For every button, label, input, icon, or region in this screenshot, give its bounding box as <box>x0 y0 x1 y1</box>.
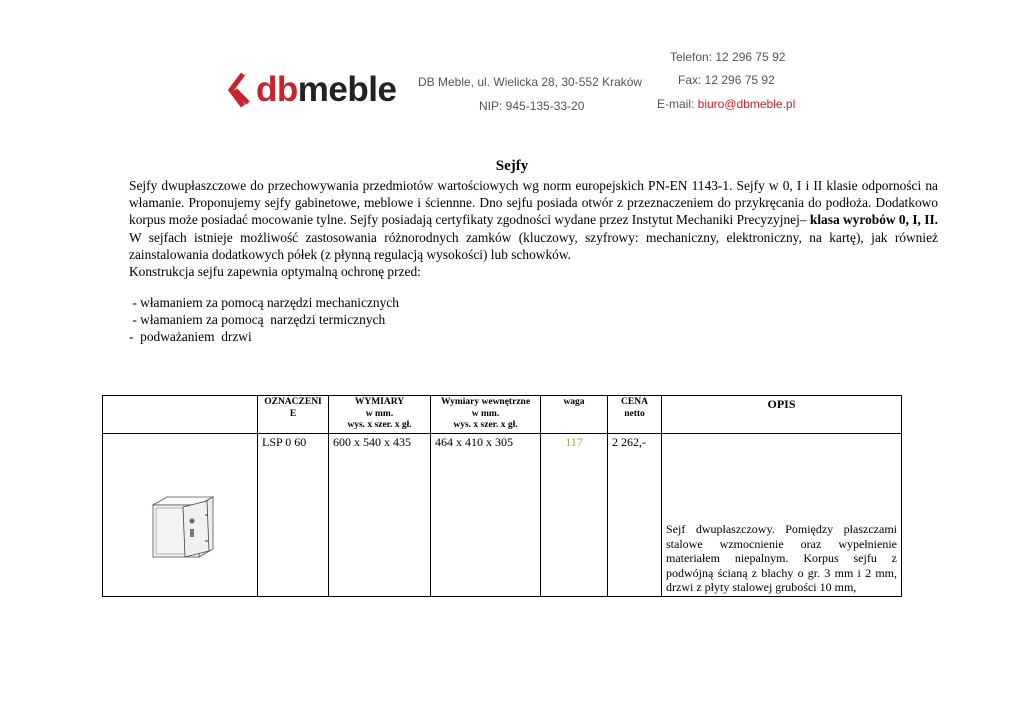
cell-oznaczenie: LSP 0 60 <box>258 433 329 596</box>
header-opis: OPIS <box>662 396 902 434</box>
header-oznaczenie: OZNACZENI E <box>258 396 329 434</box>
company-email: E-mail: biuro@dbmeble.pl <box>657 97 796 111</box>
bullet-item: - podważaniem drzwi <box>129 329 252 344</box>
header-wymiary: WYMIARY w mm. wys. x szer. x gł. <box>329 396 431 434</box>
email-link[interactable]: biuro@dbmeble.pl <box>697 97 796 111</box>
bullet-item: - włamaniem za pomocą narzędzi mechanicznych <box>129 295 399 310</box>
company-nip: NIP: 945-135-33-20 <box>479 99 585 113</box>
page-title: Sejfy <box>495 158 529 174</box>
logo-text: dbmeble <box>256 70 397 109</box>
cell-wymiary: 600 x 540 x 435 <box>329 433 431 596</box>
cell-opis: Sejf dwupłaszczowy. Pomiędzy płaszczami stalowe wzmocnienie oraz wypełnienie materiałem niepalnym. Korpus sejfu z podwójną ścianą z blachy o gr. 3 mm i 2 mm, drzwi z płyty stalowej grubości 10 mm, <box>662 433 902 596</box>
safe-icon <box>147 493 239 561</box>
header-cena: CENA netto <box>608 396 662 434</box>
product-image-cell <box>103 433 258 596</box>
header-image-cell <box>103 396 258 434</box>
company-address: DB Meble, ul. Wielicka 28, 30-552 Kraków <box>418 75 643 89</box>
class-highlight: klasa wyrobów 0, I, II. <box>809 212 939 228</box>
header-waga: waga <box>541 396 608 434</box>
bullet-item: - włamaniem za pomocą narzędzi termicznych <box>129 312 386 327</box>
company-logo <box>226 70 396 110</box>
table-row <box>103 433 902 596</box>
cell-waga: 117 <box>541 433 608 596</box>
header-wymiary-wewnetrzne: Wymiary wewnętrzne w mm. wys. x szer. x gł. <box>431 396 541 434</box>
company-fax: Fax: 12 296 75 92 <box>678 73 775 87</box>
table-header-row <box>103 396 902 434</box>
logo-mark-icon <box>226 70 252 110</box>
product-table <box>102 395 902 597</box>
intro-paragraph: Sejfy dwupłaszczowe do przechowywania przedmiotów wartościowych wg norm europejskich PN-EN 1143-1. Sejfy w 0, I i II klasie odporności na włamanie. Proponujemy sejfy gabinetowe, meblowe i ściennne. Dno sejfu posiada otwór z przeznaczeniem do przykręcania do podłoża. Dodatkowo korpus może posiadać mocowanie tylne. Sejfy posiadają certyfikaty zgodności wydane przez Instytut Mechaniki Precyzyjnej– klasa wyrobów 0, I, II. W sejfach istnieje możliwość zastosowania różnorodnych zamków (kluczowy, szyfrowy: mechaniczny, elektroniczny, na kartę), jak również zainstalowania dodatkowych półek (z płynną regulacją wysokości) lub schowków. Konstrukcja sejfu zapewnia optymalną ochronę przed: <box>129 178 939 280</box>
cell-wymiary-wewnetrzne: 464 x 410 x 305 <box>431 433 541 596</box>
company-phone: Telefon: 12 296 75 92 <box>670 50 786 64</box>
construction-line: Konstrukcja sejfu zapewnia optymalną ochronę przed: <box>129 264 421 280</box>
cell-cena: 2 262,- <box>608 433 662 596</box>
